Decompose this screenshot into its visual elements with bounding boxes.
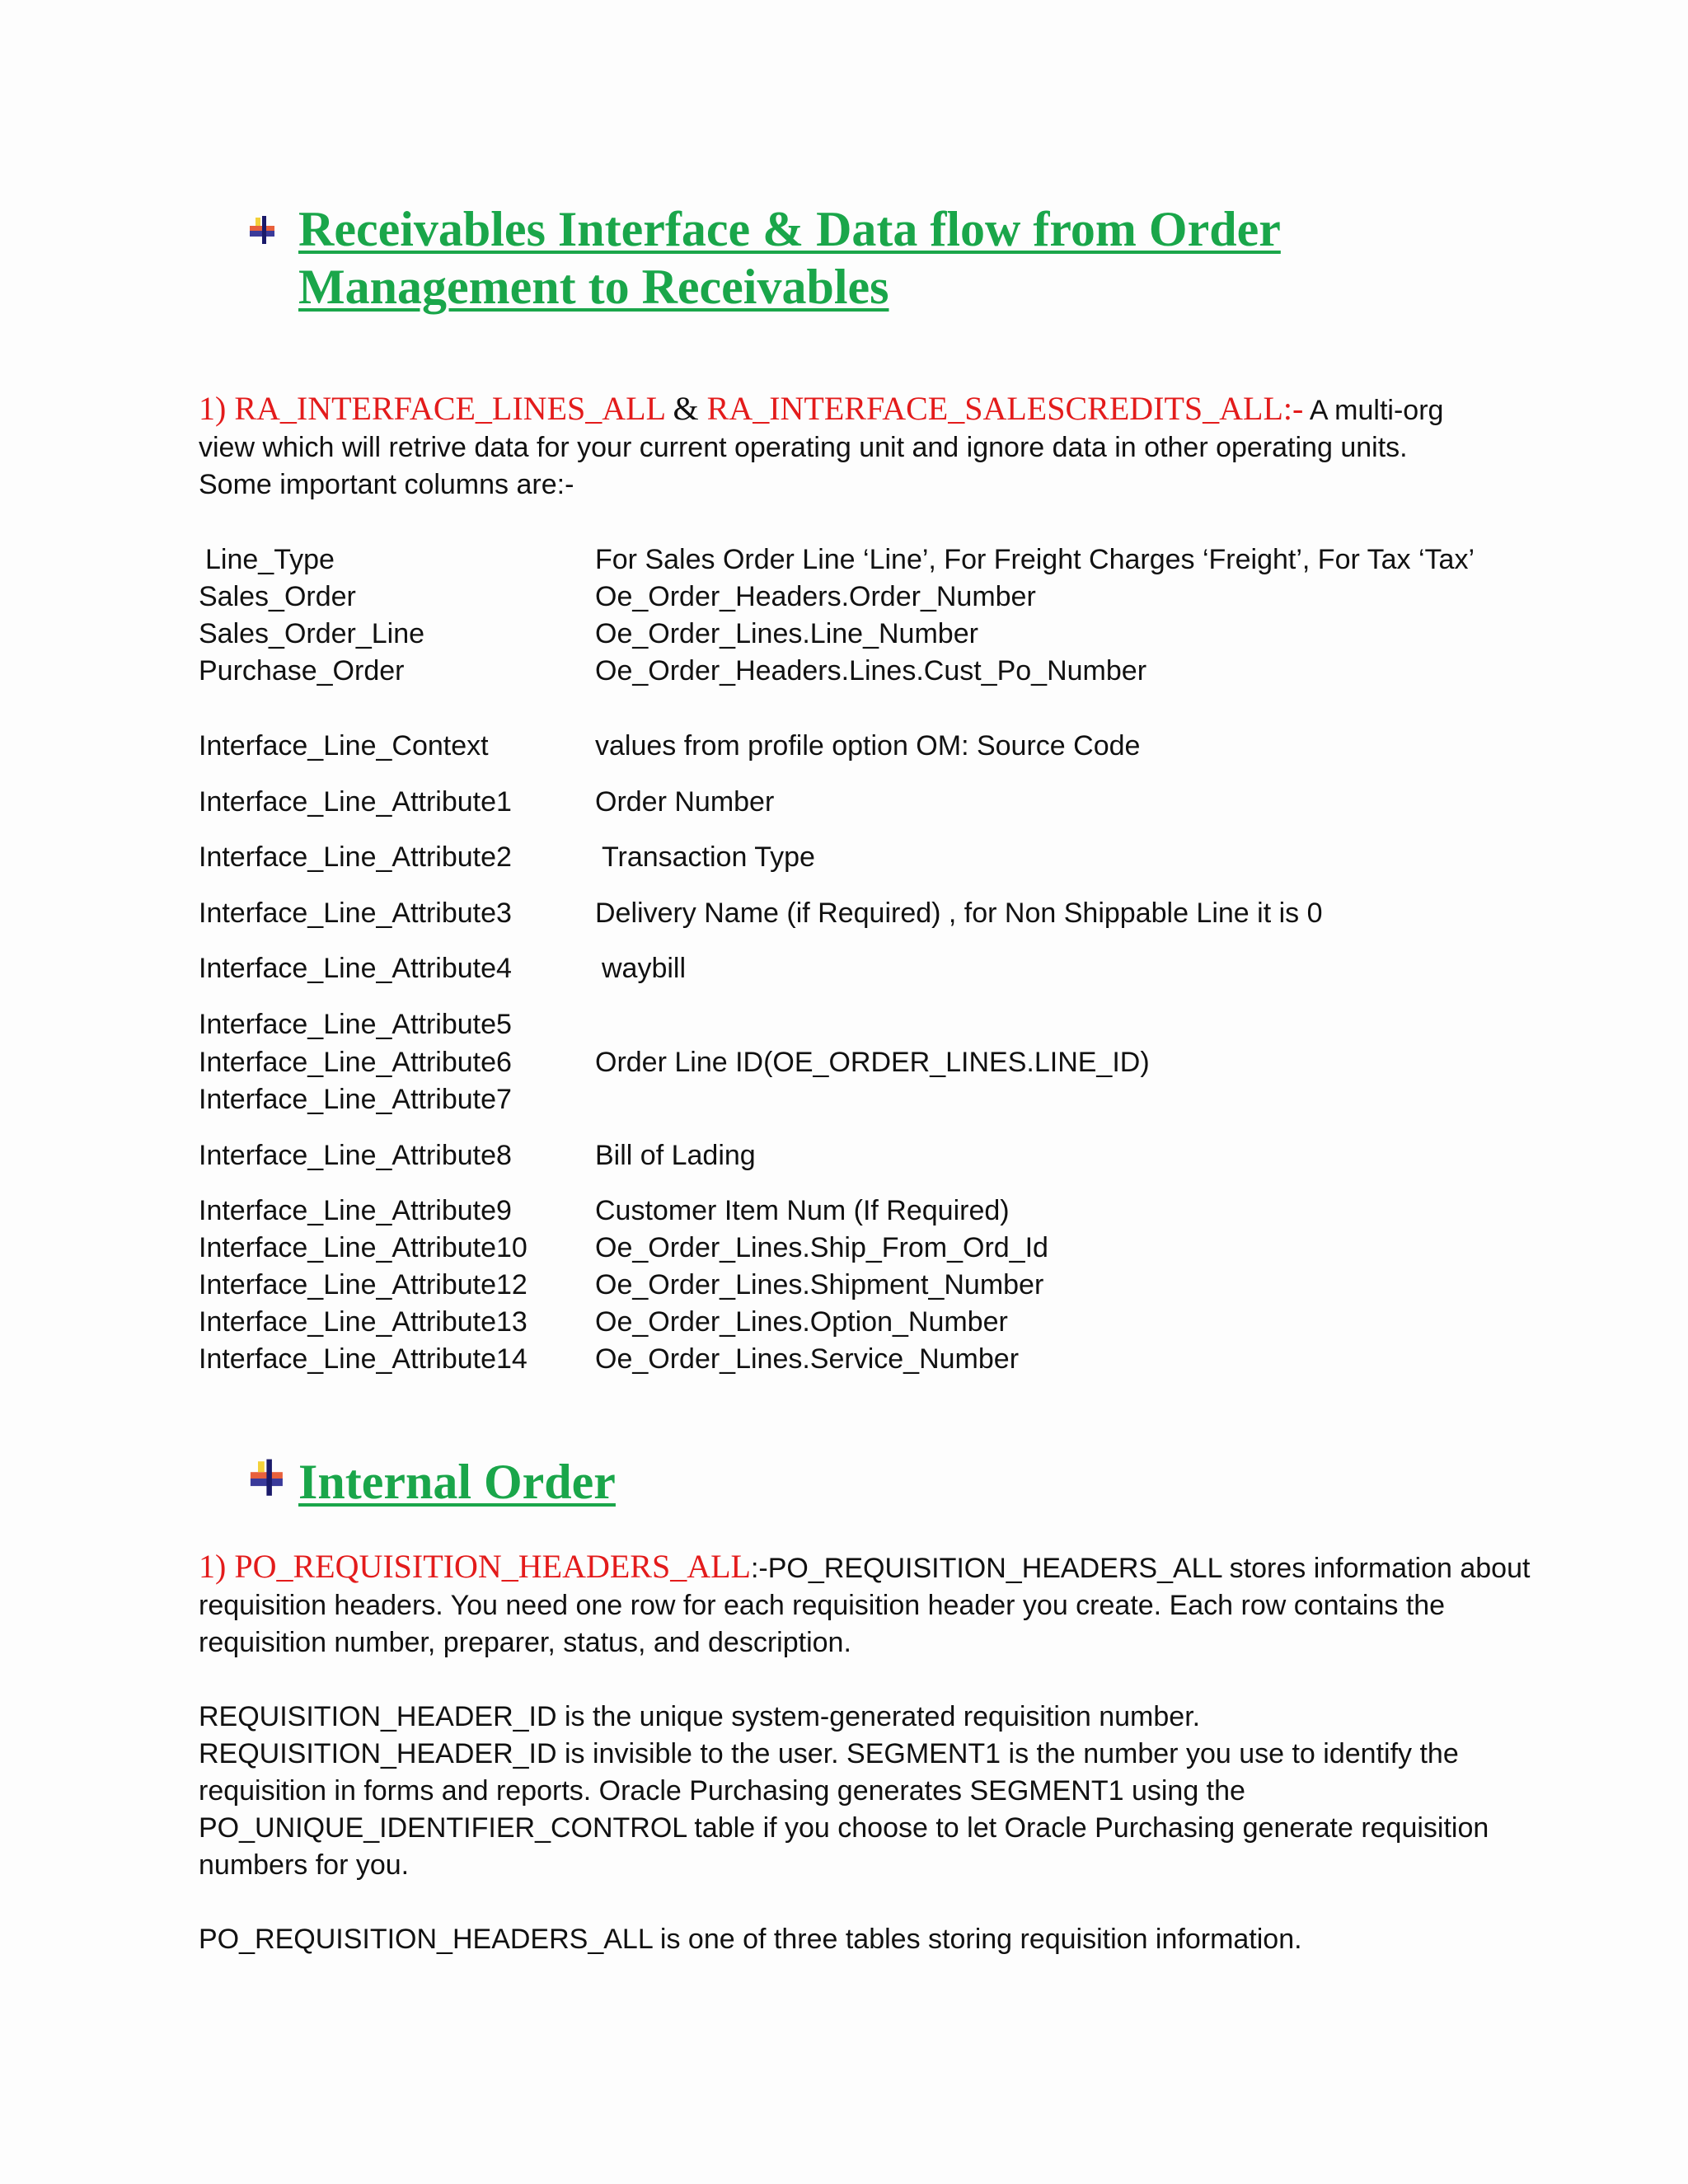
section1-heading <box>298 200 1281 316</box>
column-value: Oe_Order_Lines.Option_Number <box>595 1306 1008 1338</box>
column-value: Oe_Order_Lines.Shipment_Number <box>595 1269 1044 1301</box>
column-name: Interface_Line_Attribute12 <box>199 1269 528 1301</box>
intro-line2: requisition headers. You need one row for each requisition header you create. Each row contains the <box>199 1590 1446 1621</box>
column-name: Line_Type <box>205 544 335 575</box>
paragraph-line: numbers for you. <box>199 1849 410 1881</box>
intro-colon: : <box>750 1553 759 1584</box>
column-value: Transaction Type <box>602 841 815 873</box>
bullet-cross-icon <box>247 1457 290 1500</box>
column-name: Interface_Line_Attribute8 <box>199 1140 512 1171</box>
intro-line3: requisition number, preparer, status, and description. <box>199 1627 851 1658</box>
column-value: Order Line ID(OE_ORDER_LINES.LINE_ID) <box>595 1047 1150 1078</box>
column-row <box>0 1081 1688 1118</box>
column-name: Interface_Line_Attribute4 <box>199 953 512 984</box>
column-name: Interface_Line_Attribute7 <box>199 1084 512 1115</box>
intro-desc-start: -PO_REQUISITION_HEADERS_ALL stores information about <box>758 1553 1531 1584</box>
column-row <box>0 839 1688 876</box>
column-name: Interface_Line_Attribute14 <box>199 1343 528 1375</box>
column-name: Sales_Order_Line <box>199 618 425 649</box>
section2-heading <box>298 1453 616 1511</box>
paragraph-line: PO_REQUISITION_HEADERS_ALL is one of three tables storing requisition information. <box>199 1924 1302 1955</box>
requisition-header-paragraph <box>199 1699 1501 1884</box>
section1-heading-line1: Receivables Interface & Data flow from Order <box>298 202 1281 256</box>
intro-line2: view which will retrive data for your current operating unit and ignore data in other operating units. <box>199 432 1408 463</box>
paragraph-line: requisition in forms and reports. Oracle Purchasing generates SEGMENT1 using the <box>199 1775 1245 1807</box>
section2-heading-text: Internal Order <box>298 1455 616 1509</box>
column-value: values from profile option OM: Source Code <box>595 730 1141 762</box>
intro-line3: Some important columns are:- <box>199 469 574 500</box>
column-row <box>0 653 1688 690</box>
column-row <box>0 1267 1688 1304</box>
column-row <box>0 1006 1688 1043</box>
column-name: Interface_Line_Attribute10 <box>199 1232 528 1263</box>
table-name-requisition-headers: PO_REQUISITION_HEADERS_ALL <box>234 1548 751 1585</box>
table-name-interface-lines: RA_INTERFACE_LINES_ALL <box>234 390 665 427</box>
column-row <box>0 895 1688 932</box>
column-value: Oe_Order_Lines.Line_Number <box>595 618 978 649</box>
column-value: For Sales Order Line ‘Line’, For Freight Charges ‘Freight’, For Tax ‘Tax’ <box>595 544 1475 575</box>
column-row <box>0 1230 1688 1267</box>
column-name: Interface_Line_Attribute5 <box>199 1009 512 1040</box>
column-value: waybill <box>602 953 687 984</box>
bullet-cross-icon <box>247 214 280 247</box>
three-tables-paragraph <box>199 1921 1501 1958</box>
column-name: Interface_Line_Attribute6 <box>199 1047 512 1078</box>
column-name: Sales_Order <box>199 581 356 612</box>
paragraph-line: REQUISITION_HEADER_ID is the unique system-generated requisition number. <box>199 1701 1201 1732</box>
column-value: Oe_Order_Headers.Order_Number <box>595 581 1036 612</box>
column-name: Purchase_Order <box>199 655 405 687</box>
column-name: Interface_Line_Attribute1 <box>199 786 512 818</box>
column-value: Oe_Order_Headers.Lines.Cust_Po_Number <box>595 655 1147 687</box>
column-row <box>0 1044 1688 1081</box>
section2-intro <box>199 1548 1531 1661</box>
intro-desc-start: A multi-org <box>1303 395 1444 426</box>
column-value: Order Number <box>595 786 775 818</box>
table-name-interface-salescredits: RA_INTERFACE_SALESCREDITS_ALL:- <box>706 390 1304 427</box>
intro-number: 1) <box>199 1548 235 1585</box>
column-row <box>0 541 1688 579</box>
section1-heading-line2: Management to Receivables <box>298 260 889 314</box>
column-row <box>0 1137 1688 1174</box>
column-row <box>0 1304 1688 1341</box>
column-row <box>0 616 1688 653</box>
column-value: Oe_Order_Lines.Ship_From_Ord_Id <box>595 1232 1048 1263</box>
column-row <box>0 579 1688 616</box>
section1-intro <box>199 390 1501 504</box>
column-row <box>0 1341 1688 1378</box>
column-value: Oe_Order_Lines.Service_Number <box>595 1343 1020 1375</box>
paragraph-line: PO_UNIQUE_IDENTIFIER_CONTROL table if you choose to let Oracle Purchasing generate requisition <box>199 1812 1489 1844</box>
column-name: Interface_Line_Attribute9 <box>199 1195 512 1226</box>
column-name: Interface_Line_Context <box>199 730 489 762</box>
column-value: Delivery Name (if Required) , for Non Shippable Line it is 0 <box>595 898 1323 929</box>
ampersand: & <box>664 390 707 427</box>
column-value: Bill of Lading <box>595 1140 756 1171</box>
intro-number: 1) <box>199 390 235 427</box>
column-row <box>0 1193 1688 1230</box>
paragraph-line: REQUISITION_HEADER_ID is invisible to the user. SEGMENT1 is the number you use to identify the <box>199 1738 1459 1769</box>
column-name: Interface_Line_Attribute3 <box>199 898 512 929</box>
column-value: Customer Item Num (If Required) <box>595 1195 1010 1226</box>
column-name: Interface_Line_Attribute2 <box>199 841 512 873</box>
column-row <box>0 784 1688 821</box>
column-row <box>0 950 1688 987</box>
column-name: Interface_Line_Attribute13 <box>199 1306 528 1338</box>
column-row <box>0 728 1688 765</box>
